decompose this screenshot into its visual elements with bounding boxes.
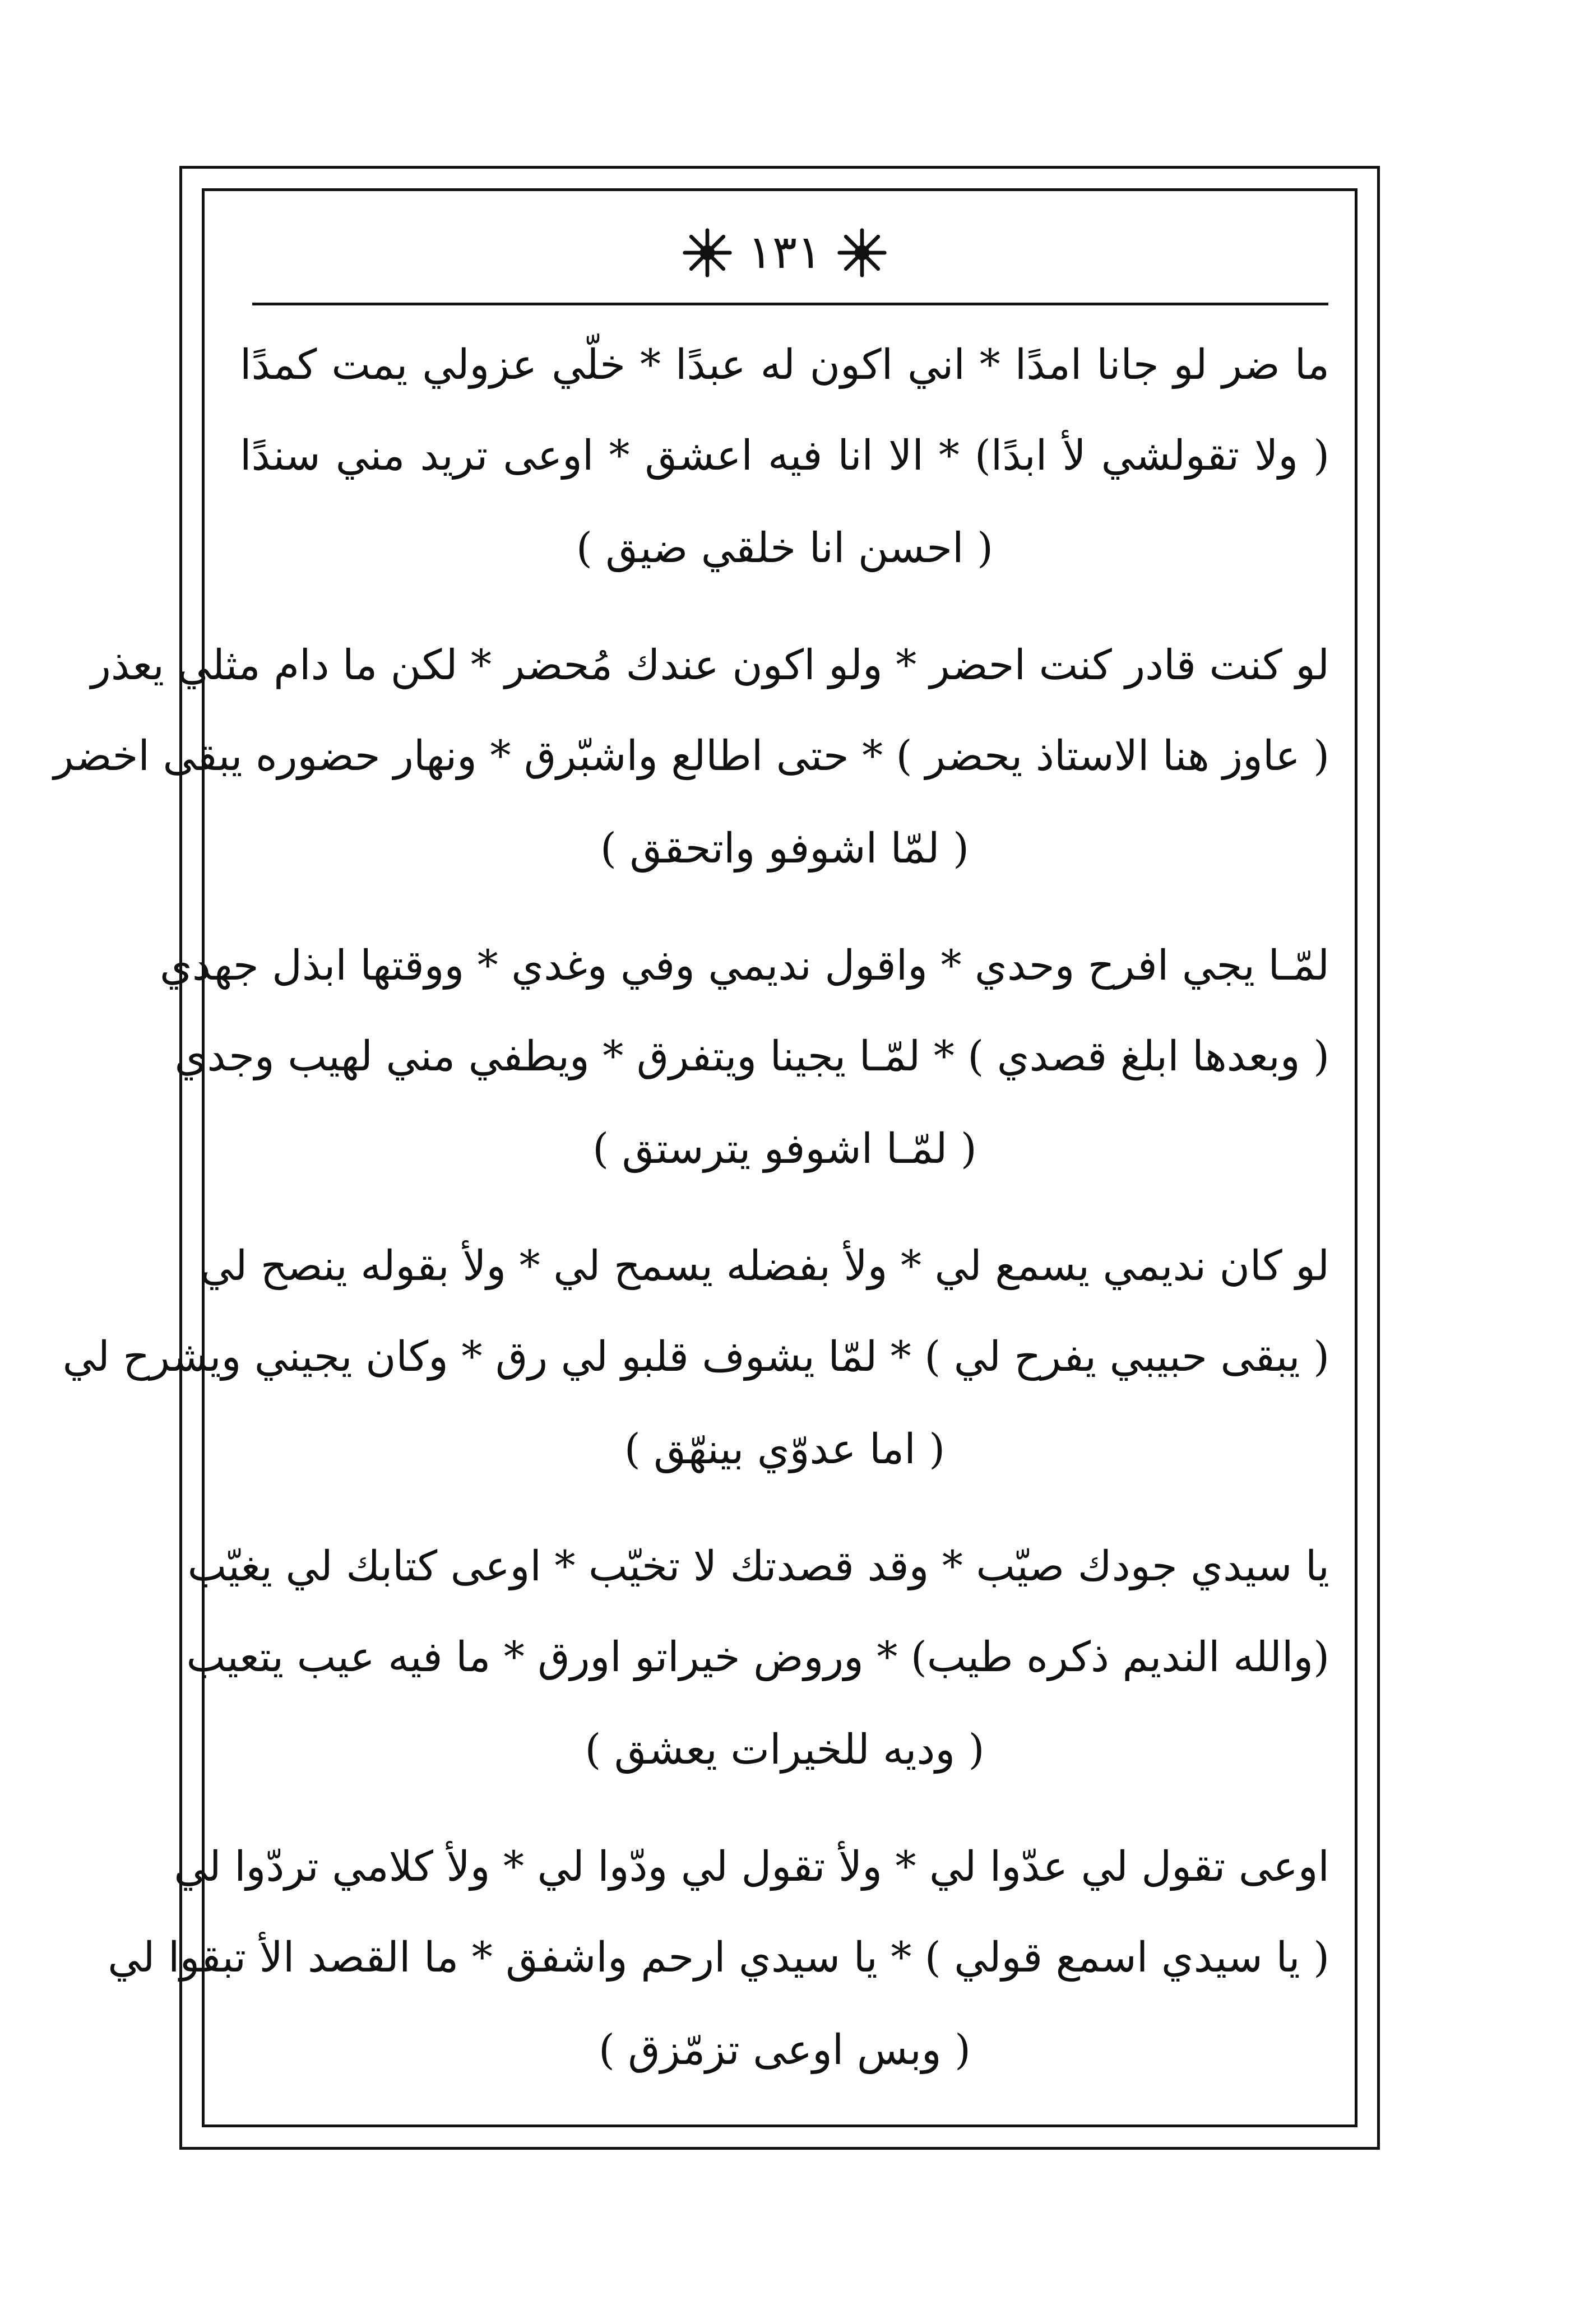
refrain-line: ( احسن انا خلقي ضيق ) bbox=[576, 524, 993, 572]
star-ornament-icon bbox=[835, 226, 889, 280]
refrain-line: ( وديه للخيرات يعشق ) bbox=[585, 1725, 985, 1774]
refrain-line: ( وبس اوعى تزمّزق ) bbox=[599, 2026, 971, 2074]
verse-line: ( يبقى حبيبي يفرح لي ) * لمّا يشوف قلبو لي رق * وكان يجيني ويشرح لي bbox=[62, 1333, 1329, 1381]
verse-line: (والله النديم ذكره طيب) * وروض خيراتو اورق * ما فيه عيب يتعيب bbox=[186, 1633, 1329, 1681]
star-ornament-icon bbox=[680, 226, 734, 280]
stanza-6 bbox=[108, 1821, 1334, 2097]
stanza-1 bbox=[235, 319, 1334, 595]
page-content bbox=[53, 191, 1334, 2096]
verse-line: ( يا سيدي اسمع قولي ) * يا سيدي ارحم واشفق * ما القصد الأ تبقوا لي bbox=[108, 1933, 1329, 1982]
verse-line: ( عاوز هنا الاستاذ يحضر ) * حتى اطالع واشبّرق * ونهار حضوره يبقى اخضر bbox=[53, 732, 1329, 780]
verse-line: يا سيدي جودك صيّب * وقد قصدتك لا تخيّب * اوعى كتابك لي يغيّب bbox=[187, 1542, 1329, 1590]
verse-line: لو كنت قادر كنت احضر * ولو اكون عندك مُحضر * لكن ما دام مثلي يعذر bbox=[91, 641, 1329, 689]
verse-line: لمّـا يجي افرح وحدي * واقول نديمي وفي وغدي * ووقتها ابذل جهدي bbox=[160, 941, 1329, 990]
refrain-line: ( لمّا اشوفو واتحقق ) bbox=[600, 824, 969, 873]
stanza-4 bbox=[62, 1221, 1334, 1496]
poem-body bbox=[53, 319, 1334, 2122]
page-header bbox=[235, 211, 1334, 295]
verse-line: ما ضر لو جانا امدًا * اني اكون له عبدًا * خلّي عزولي يمت كمدًا bbox=[240, 341, 1329, 389]
header-rule bbox=[252, 303, 1328, 305]
verse-line: ( وبعدها ابلغ قصدي ) * لمّـا يجينا ويتفرق * ويطفي مني لهيب وجدي bbox=[174, 1032, 1329, 1080]
refrain-line: ( لمّـا اشوفو يترستق ) bbox=[592, 1125, 977, 1173]
verse-line: اوعى تقول لي عدّوا لي * ولأ تقول لي ودّوا لي * ولأ كلامي تردّوا لي bbox=[174, 1843, 1329, 1891]
verse-line: لو كان نديمي يسمع لي * ولأ بفضله يسمح لي * ولأ بقوله ينصح لي bbox=[200, 1242, 1329, 1290]
refrain-line: ( اما عدوّي بينهّق ) bbox=[624, 1425, 946, 1473]
stanza-2 bbox=[53, 620, 1334, 896]
verse-line: ( ولا تقولشي لأ ابدًا) * الا انا فيه اعشق * اوعى تريد مني سندًا bbox=[240, 432, 1329, 480]
stanza-3 bbox=[160, 920, 1334, 1196]
stanza-5 bbox=[186, 1521, 1334, 1797]
page-number: ١٣١ bbox=[747, 226, 822, 279]
